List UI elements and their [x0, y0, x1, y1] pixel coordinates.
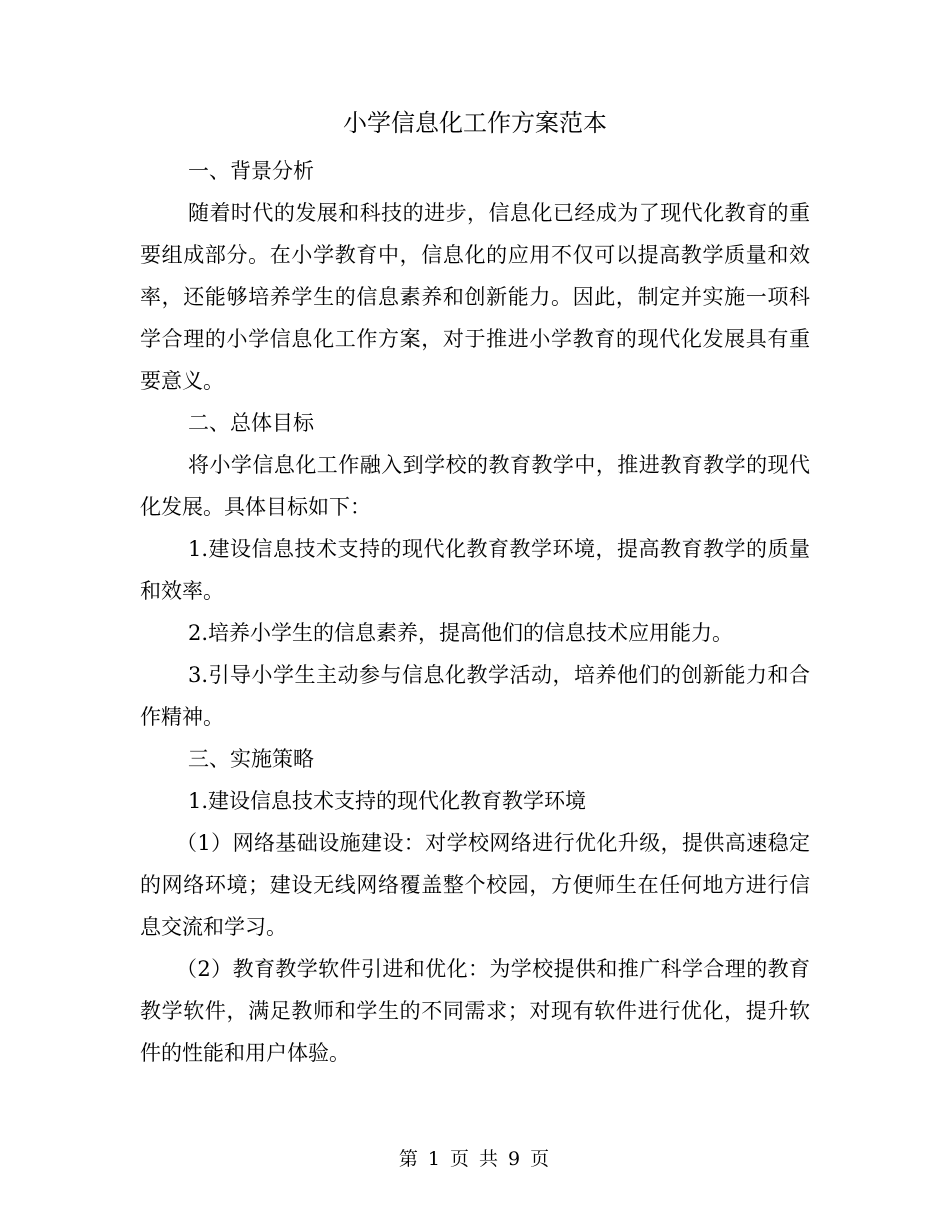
strategy-subitem-1: （1）网络基础设施建设：对学校网络进行优化升级，提供高速稳定的网络环境；建设无线网络覆盖整个校园，方便师生在任何地方进行信息交流和学习。 — [140, 831, 810, 939]
goal-item-3: 3.引导小学生主动参与信息化教学活动，培养他们的创新能力和合作精神。 — [140, 663, 810, 729]
paragraph-background: 随着时代的发展和科技的进步，信息化已经成为了现代化教育的重要组成部分。在小学教育中，信息化的应用不仅可以提高教学质量和效率，还能够培养学生的信息素养和创新能力。因此，制定并实施一项科学合理的小学信息化工作方案，对于推进小学教育的现代化发展具有重要意义。 — [140, 201, 810, 393]
section-heading-background: 一、背景分析 — [188, 159, 314, 183]
section-heading-strategy: 三、实施策略 — [188, 747, 314, 771]
strategy-item-1: 1.建设信息技术支持的现代化教育教学环境 — [188, 789, 587, 813]
document-body — [140, 150, 810, 1074]
document-title: 小学信息化工作方案范本 — [343, 109, 607, 137]
paragraph-goals-intro: 将小学信息化工作融入到学校的教育教学中，推进教育教学的现代化发展。具体目标如下： — [140, 453, 810, 519]
goal-item-1: 1.建设信息技术支持的现代化教育教学环境，提高教育教学的质量和效率。 — [140, 537, 810, 603]
strategy-subitem-2: （2）教育教学软件引进和优化：为学校提供和推广科学合理的教育教学软件，满足教师和学生的不同需求；对现有软件进行优化，提升软件的性能和用户体验。 — [140, 957, 810, 1065]
page-number-footer: 第 1 页 共 9 页 — [398, 1148, 552, 1170]
section-heading-goals: 二、总体目标 — [188, 411, 314, 435]
goal-item-2: 2.培养小学生的信息素养，提高他们的信息技术应用能力。 — [188, 621, 734, 645]
